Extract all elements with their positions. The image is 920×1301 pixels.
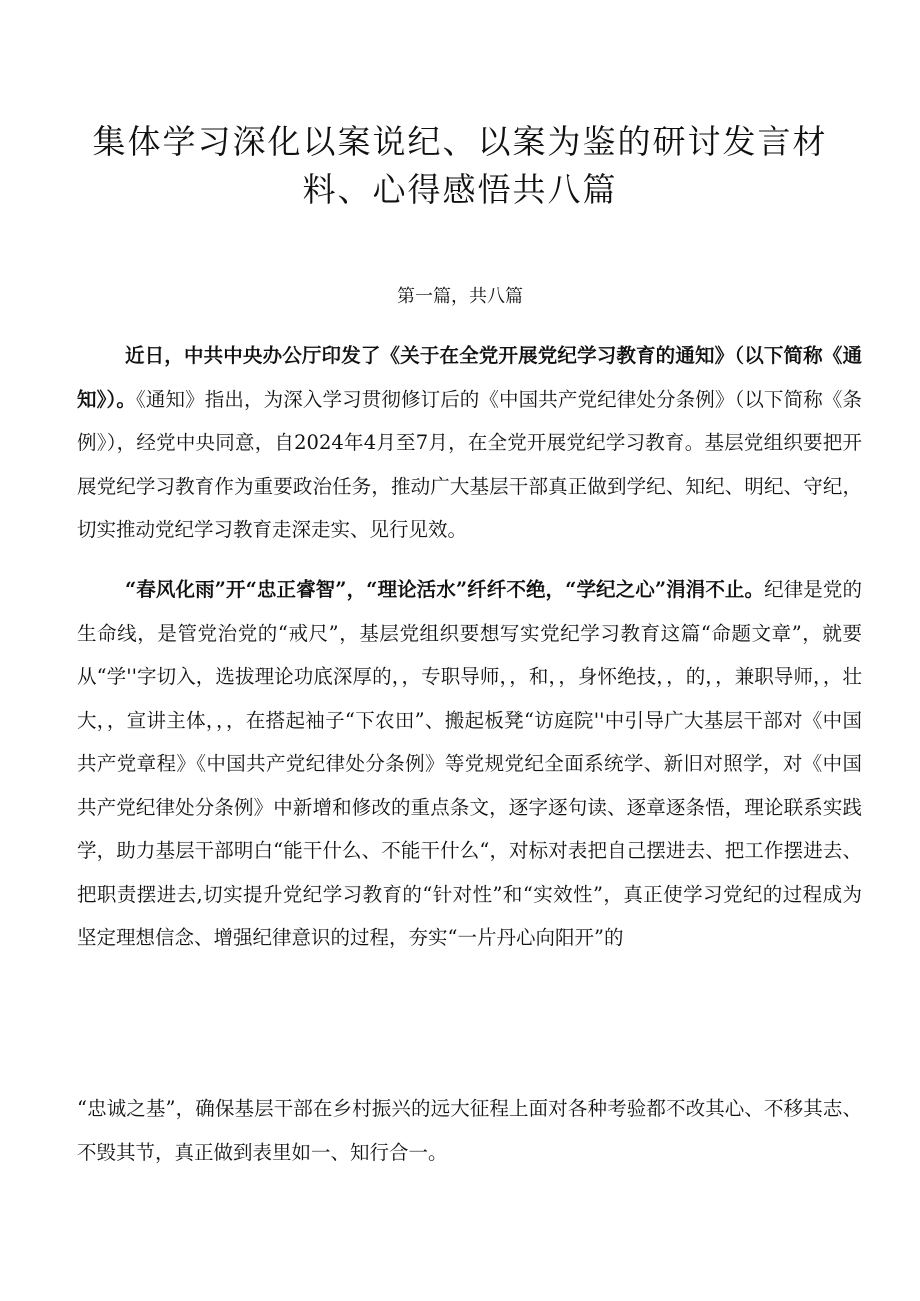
paragraph-1-body: 《通知》指出，为深入学习贯彻修订后的《中国共产党纪律处分条例》（以下简称《条例》），经党中央同意，自2024年4月至7月，在全党开展党纪学习教育。基层党组织要把开展党纪学习教育作为重要政治任务，推动广大基层干部真正做到学纪、知纪、明纪、守纪，切实推动党纪学习教育走深走实、见行见效。 (77, 387, 862, 541)
paragraph-1 (77, 334, 862, 552)
paragraph-2-body: 纪律是党的生命线，是管党治党的“戒尺”，基层党组织要想写实党纪学习教育这篇“命题文章”，就要从“学''字切入，选拔理论功底深厚的，，专职导师，，和，，身怀绝技，，的，，兼职导师，，壮大，，宣讲主体，，，在搭起袖子“下农田”、搬起板凳“访庭院''中引导广大基层干部对《中国共产党章程》《中国共产党纪律处分条例》等党规党纪全面系统学、新旧对照学，对《中国共产党纪律处分条例》中新增和修改的重点条文，逐字逐句读、逐章逐条悟，理论联系实践学，助力基层干部明白“能干什么、不能干什么“，对标对表把自己摆进去、把工作摆进去、把职责摆进去,切实提升党纪学习教育的“针对性”和“实效性”，真正使学习党纪的过程成为坚定理想信念、增强纪律意识的过程，夯实“一片丹心向阳开”的 (77, 578, 862, 949)
paragraph-2-lead: “春风化雨”开“忠正睿智”，“理论活水”纤纤不绝，“学纪之心”涓涓不止。 (125, 578, 765, 601)
paragraph-3: “忠诚之基”，确保基层干部在乡村振兴的远大征程上面对各种考验都不改其心、不移其志、不毁其节，真正做到表里如一、知行合一。 (77, 1097, 862, 1164)
paragraph-1-lead: 近日，中共中央办公厅印发了《关于在全党开展党纪学习教育的通知》（以下简称《通知》）。 (77, 344, 862, 411)
title-line-2: 料、心得感悟共八篇 (302, 170, 618, 209)
title-line-1: 集体学习深化以案说纪、以案为鉴的研讨发言材 (92, 122, 828, 161)
section-heading: 第一篇，共八篇 (397, 286, 523, 307)
document-title (60, 118, 860, 214)
paragraph-2 (77, 568, 862, 960)
